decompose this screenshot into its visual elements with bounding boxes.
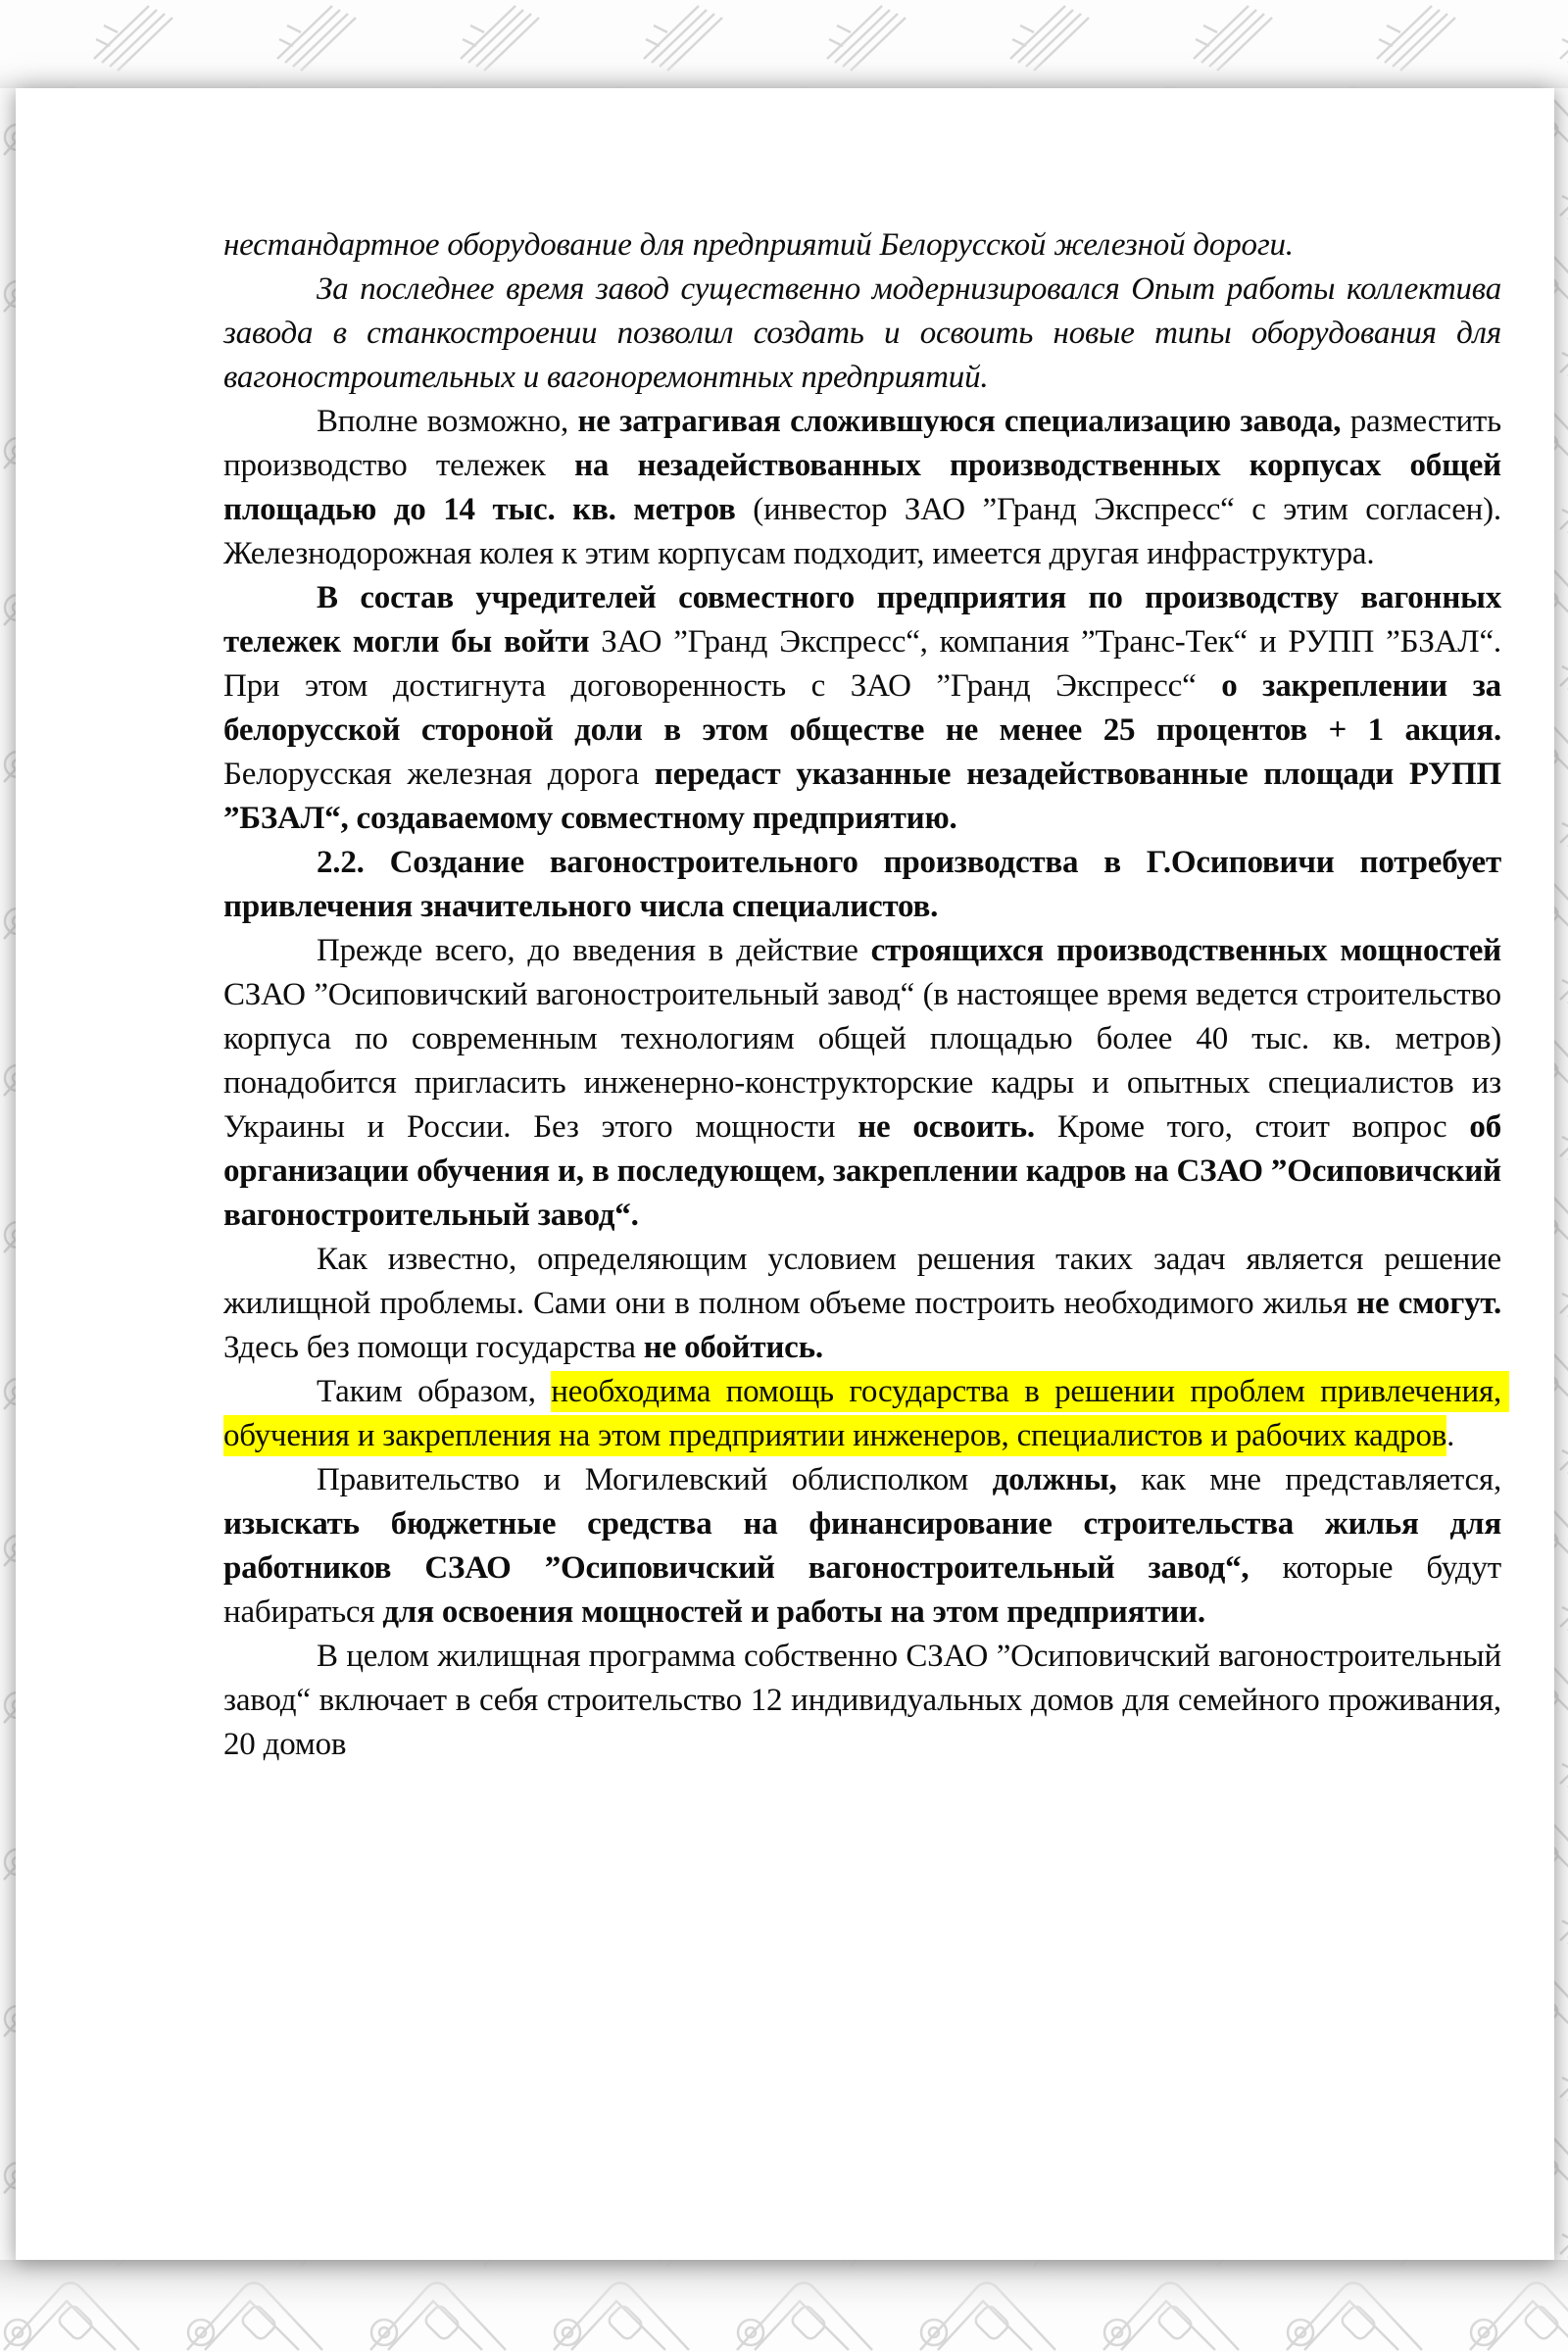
- paragraph: [223, 223, 1501, 268]
- text-run: Вполне возможно,: [317, 404, 578, 439]
- paragraph: [223, 1370, 1510, 1458]
- paragraph: [223, 1238, 1510, 1370]
- text-run: должны,: [992, 1462, 1117, 1497]
- text-run: За последнее время завод существенно модернизировался Опыт работы коллектива завода в станкостроении позволил создать и освоить новые типы оборудования для вагоностроительных и вагоноремонтных предприятий.: [223, 271, 1510, 395]
- paragraph: [223, 268, 1510, 400]
- text-run: не смогут.: [1356, 1286, 1501, 1321]
- paragraph: [223, 576, 1510, 841]
- text-run: строящихся производственных мощностей: [870, 933, 1501, 968]
- text-run: об организации обучения и, в последующем, закреплении кадров на СЗАО ”Осиповичский вагоностроительный завод“.: [223, 1109, 1510, 1233]
- text-run: как мне представляется,: [1116, 1462, 1510, 1497]
- text-run: 2.2. Создание вагоностроительного производства в Г.Осиповичи потребует привлечения значительного числа специалистов.: [223, 845, 1510, 924]
- text-run: изыскать бюджетные средства на финансирование строительства жилья для работников СЗАО ”Осиповичский вагоностроительный завод“,: [223, 1506, 1510, 1586]
- text-run: не затрагивая сложившуюся специализацию завода,: [577, 404, 1342, 439]
- text-run: для освоения мощностей и работы на этом предприятии.: [382, 1594, 1205, 1630]
- text-run: Белорусская железная дорога: [223, 712, 1510, 792]
- text-run: нестандартное оборудование для предприятий Белорусской железной дороги.: [223, 227, 1294, 263]
- paragraph: [223, 1635, 1510, 1767]
- page-top-shadow: [0, 59, 1568, 88]
- paragraph: [223, 400, 1510, 576]
- text-run: СЗАО ”Осиповичский вагоностроительный завод“ (в настоящее время ведется строительство корпуса по современным технологиям общей площадью более 40 тыс. кв. метров) понадобится пригласить инженерно-конструкторские кадры и опытных специалистов из Украины и России. Без этого мощности: [223, 933, 1510, 1145]
- text-run: разместить производство тележек: [223, 404, 1510, 483]
- text-run: (инвестор ЗАО ”Гранд Экспресс“ с этим согласен). Железнодорожная колея к этим корпусам подходит, имеется другая инфраструктура.: [223, 492, 1510, 571]
- text-run: Правительство и Могилевский облисполком: [317, 1462, 993, 1497]
- highlighted-text-run: необходима помощь государства в решении проблем привлечения, обучения и закрепления на этом предприятии инженеров, специалистов и рабочих кадров: [223, 1371, 1509, 1456]
- text-run: Таким образом,: [317, 1374, 552, 1409]
- document-body: [223, 223, 1510, 1767]
- text-run: Как известно, определяющим условием решения таких задач является решение жилищной проблемы. Сами они в полном объеме построить необходимого жилья: [223, 1242, 1510, 1321]
- text-run: которые будут набираться: [223, 1550, 1510, 1630]
- text-run: Прежде всего, до введения в действие: [317, 933, 871, 968]
- text-run: В состав учредителей совместного предприятия по производству вагонных тележек могли бы войти: [223, 580, 1510, 660]
- text-run: .: [1446, 1418, 1455, 1453]
- document-page: [16, 88, 1554, 2260]
- text-run: на незадействованных производственных корпусах общей площадью до 14 тыс. кв. метров: [223, 448, 1510, 527]
- text-run: ЗАО ”Гранд Экспресс“, компания ”Транс-Тек“ и РУПП ”БЗАЛ“. При этом достигнута договоренность с ЗАО ”Гранд Экспресс“: [223, 624, 1510, 704]
- text-run: Здесь без помощи государства: [223, 1286, 1510, 1365]
- paragraph: [223, 841, 1510, 929]
- paragraph: [223, 929, 1510, 1238]
- text-run: не освоить.: [858, 1109, 1035, 1145]
- page-bottom-shadow: [0, 2260, 1568, 2328]
- text-run: передаст указанные незадействованные площади РУПП ”БЗАЛ“, создаваемому совместному предприятию.: [223, 757, 1510, 836]
- text-run: Кроме того, стоит вопрос: [1034, 1109, 1470, 1145]
- paragraph: [223, 1458, 1510, 1635]
- text-run: не обойтись.: [643, 1330, 823, 1365]
- text-run: о закреплении за белорусской стороной доли в этом обществе не менее 25 процентов + 1 акция.: [223, 668, 1510, 748]
- text-run: В целом жилищная программа собственно СЗАО ”Осиповичский вагоностроительный завод“ включает в себя строительство 12 индивидуальных домов для семейного проживания, 20 домов: [223, 1639, 1510, 1762]
